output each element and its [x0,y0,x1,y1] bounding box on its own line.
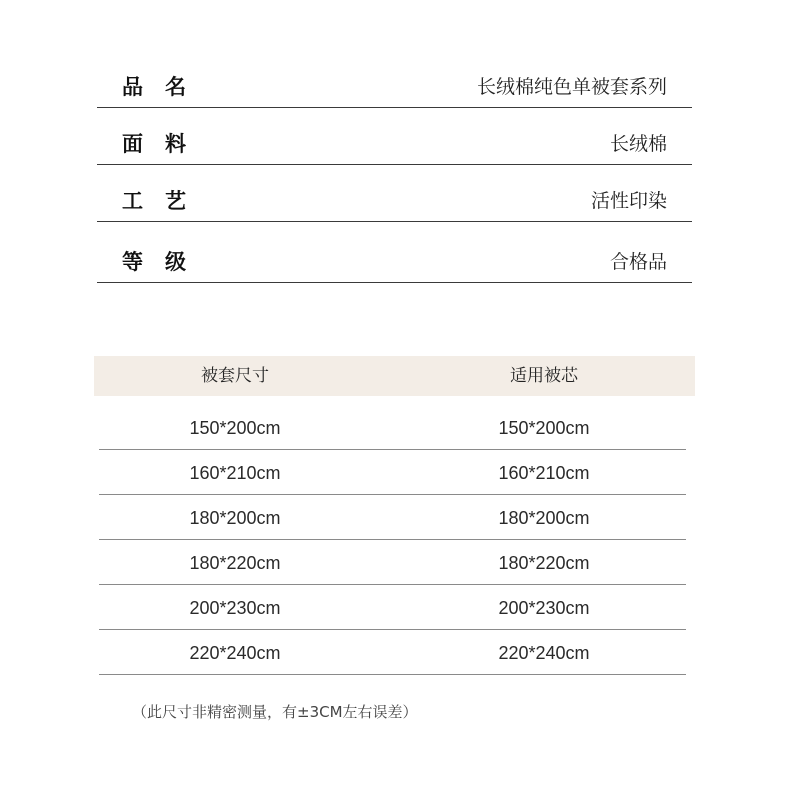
spec-value: 长绒棉 [609,133,667,155]
table-row [99,541,686,585]
table-row [99,496,686,540]
size-table [94,356,695,663]
table-row [99,631,686,675]
table-row [99,451,686,495]
core-size-cell: 180*200cm [498,508,590,528]
core-size-cell: 200*230cm [498,598,590,618]
table-row [99,406,686,450]
spec-label: 工艺 [122,189,208,213]
column-header-cover-size: 被套尺寸 [201,366,269,386]
spec-label: 面料 [122,132,208,156]
size-table-header [94,356,695,396]
spec-value: 活性印染 [590,190,667,212]
table-row [99,586,686,630]
cover-size-cell: 150*200cm [189,418,281,438]
column-header-fit-core: 适用被芯 [510,366,578,386]
spec-row-name [97,60,692,108]
spec-row-grade [97,231,692,283]
core-size-cell: 220*240cm [498,643,590,663]
core-size-cell: 180*220cm [498,553,590,573]
core-size-cell: 150*200cm [498,418,590,438]
cover-size-cell: 180*220cm [189,553,281,573]
cover-size-cell: 160*210cm [189,463,281,483]
spec-row-fabric [97,117,692,165]
spec-value: 长绒棉纯色单被套系列 [476,76,667,98]
spec-label: 品名 [122,75,208,99]
cover-size-cell: 180*200cm [189,508,281,528]
product-spec-list [97,60,692,283]
spec-row-craft [97,174,692,222]
cover-size-cell: 200*230cm [189,598,281,618]
spec-label: 等级 [122,250,208,274]
measurement-note: （此尺寸非精密测量，有±3CM左右误差） [132,703,418,721]
size-table-body [99,406,686,675]
core-size-cell: 160*210cm [498,463,590,483]
cover-size-cell: 220*240cm [189,643,281,663]
spec-value: 合格品 [609,251,667,273]
